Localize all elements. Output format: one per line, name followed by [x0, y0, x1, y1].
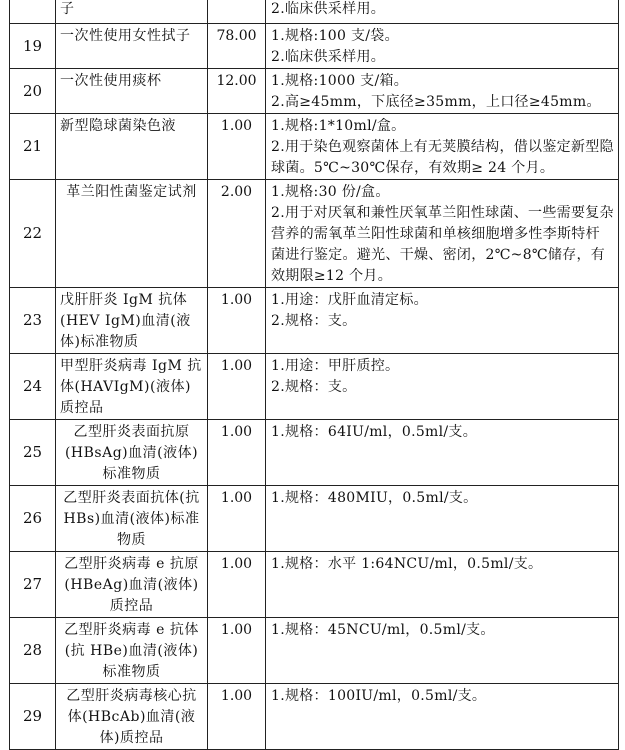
item-price: 78.00 [208, 24, 266, 69]
row-number: 24 [10, 354, 56, 420]
table-row [10, 486, 619, 552]
item-spec [266, 354, 619, 420]
item-price: 1.00 [208, 420, 266, 486]
row-number: 29 [10, 684, 56, 750]
spec-line: 1.用途：戊肝血清定标。 [271, 292, 428, 308]
spec-line: 1.规格:1*10ml/盒。 [271, 118, 406, 134]
spec-line: 1.规格：100IU/ml，0.5ml/支。 [271, 688, 487, 704]
spec-line: 1.规格：64IU/ml，0.5ml/支。 [271, 424, 478, 440]
item-spec [266, 288, 619, 354]
spec-line: 2.规格：支。 [271, 313, 357, 329]
item-name: 戊肝肝炎 IgM 抗体(HEV IgM)血清(液体)标准物质 [56, 288, 208, 354]
item-name: 乙型肝炎表面抗体(抗 HBs)血清(液体)标准物质 [56, 486, 208, 552]
row-number [10, 0, 56, 24]
spec-line: 2.用于对厌氧和兼性厌氧革兰阳性球菌、一些需要复杂营养的需氧革兰阳性球菌和单核细胞增多性李斯特杆菌进行鉴定。避光、干燥、密闭，2℃~8℃储存，有效期限≥12 个月。 [271, 205, 614, 284]
row-number: 22 [10, 180, 56, 288]
table-row [10, 354, 619, 420]
item-price: 1.00 [208, 114, 266, 180]
row-number: 23 [10, 288, 56, 354]
item-spec [266, 684, 619, 750]
item-spec [266, 24, 619, 69]
row-number: 25 [10, 420, 56, 486]
spec-line: 2.高≥45mm，下底径≥35mm，上口径≥45mm。 [271, 94, 601, 110]
table-row [10, 180, 619, 288]
item-spec [266, 114, 619, 180]
item-price: 12.00 [208, 69, 266, 114]
spec-line: 2.规格：支。 [271, 379, 357, 395]
item-price: 1.00 [208, 486, 266, 552]
spec-line: 1.规格:100 支/袋。 [271, 28, 399, 44]
row-number: 20 [10, 69, 56, 114]
table-row [10, 618, 619, 684]
spec-line: 2.用于染色观察菌体上有无荚膜结构，借以鉴定新型隐球菌。5℃~30℃保存，有效期≥ 24 个月。 [271, 139, 614, 176]
item-name: 新型隐球菌染色液 [56, 114, 208, 180]
row-number: 27 [10, 552, 56, 618]
spec-line: 1.规格:30 份/盒。 [271, 184, 390, 200]
table-row [10, 69, 619, 114]
table-row [10, 684, 619, 750]
item-spec [266, 486, 619, 552]
item-price: 1.00 [208, 618, 266, 684]
row-number: 28 [10, 618, 56, 684]
spec-line: 2.临床供采样用。 [271, 1, 386, 17]
item-spec [266, 180, 619, 288]
table-row [10, 0, 619, 24]
item-name: 一次性使用痰杯 [56, 69, 208, 114]
item-price [208, 0, 266, 24]
table-row [10, 24, 619, 69]
item-price: 1.00 [208, 684, 266, 750]
spec-line: 1.规格：水平 1:64NCU/ml，0.5ml/支。 [271, 556, 543, 572]
item-name: 乙型肝炎病毒 e 抗体(抗 HBe)血清(液体)标准物质 [56, 618, 208, 684]
spec-line: 1.规格:1000 支/箱。 [271, 73, 409, 89]
item-name: 乙型肝炎表面抗原(HBsAg)血清(液体)标准物质 [56, 420, 208, 486]
item-spec [266, 69, 619, 114]
item-name: 子 [56, 0, 208, 24]
item-price: 1.00 [208, 354, 266, 420]
table-row [10, 552, 619, 618]
spec-line: 1.用途：甲肝质控。 [271, 358, 400, 374]
item-name: 乙型肝炎病毒 e 抗原(HBeAg)血清(液体)质控品 [56, 552, 208, 618]
row-number: 21 [10, 114, 56, 180]
row-number: 19 [10, 24, 56, 69]
item-spec [266, 420, 619, 486]
item-name: 革兰阳性菌鉴定试剂 [56, 180, 208, 288]
procurement-table [9, 0, 619, 750]
spec-line: 2.临床供采样用。 [271, 49, 386, 65]
item-name: 一次性使用女性拭子 [56, 24, 208, 69]
table-row [10, 114, 619, 180]
item-name: 乙型肝炎病毒核心抗体(HBcAb)血清(液体)质控品 [56, 684, 208, 750]
item-spec [266, 552, 619, 618]
spec-line: 1.规格：480MIU，0.5ml/支。 [271, 490, 478, 506]
spec-line: 1.规格：45NCU/ml，0.5ml/支。 [271, 622, 495, 638]
item-price: 2.00 [208, 180, 266, 288]
item-name: 甲型肝炎病毒 IgM 抗体(HAVIgM)(液体)质控品 [56, 354, 208, 420]
item-spec [266, 618, 619, 684]
item-price: 1.00 [208, 552, 266, 618]
row-number: 26 [10, 486, 56, 552]
item-spec [266, 0, 619, 24]
table-row [10, 288, 619, 354]
item-price: 1.00 [208, 288, 266, 354]
table-row [10, 420, 619, 486]
